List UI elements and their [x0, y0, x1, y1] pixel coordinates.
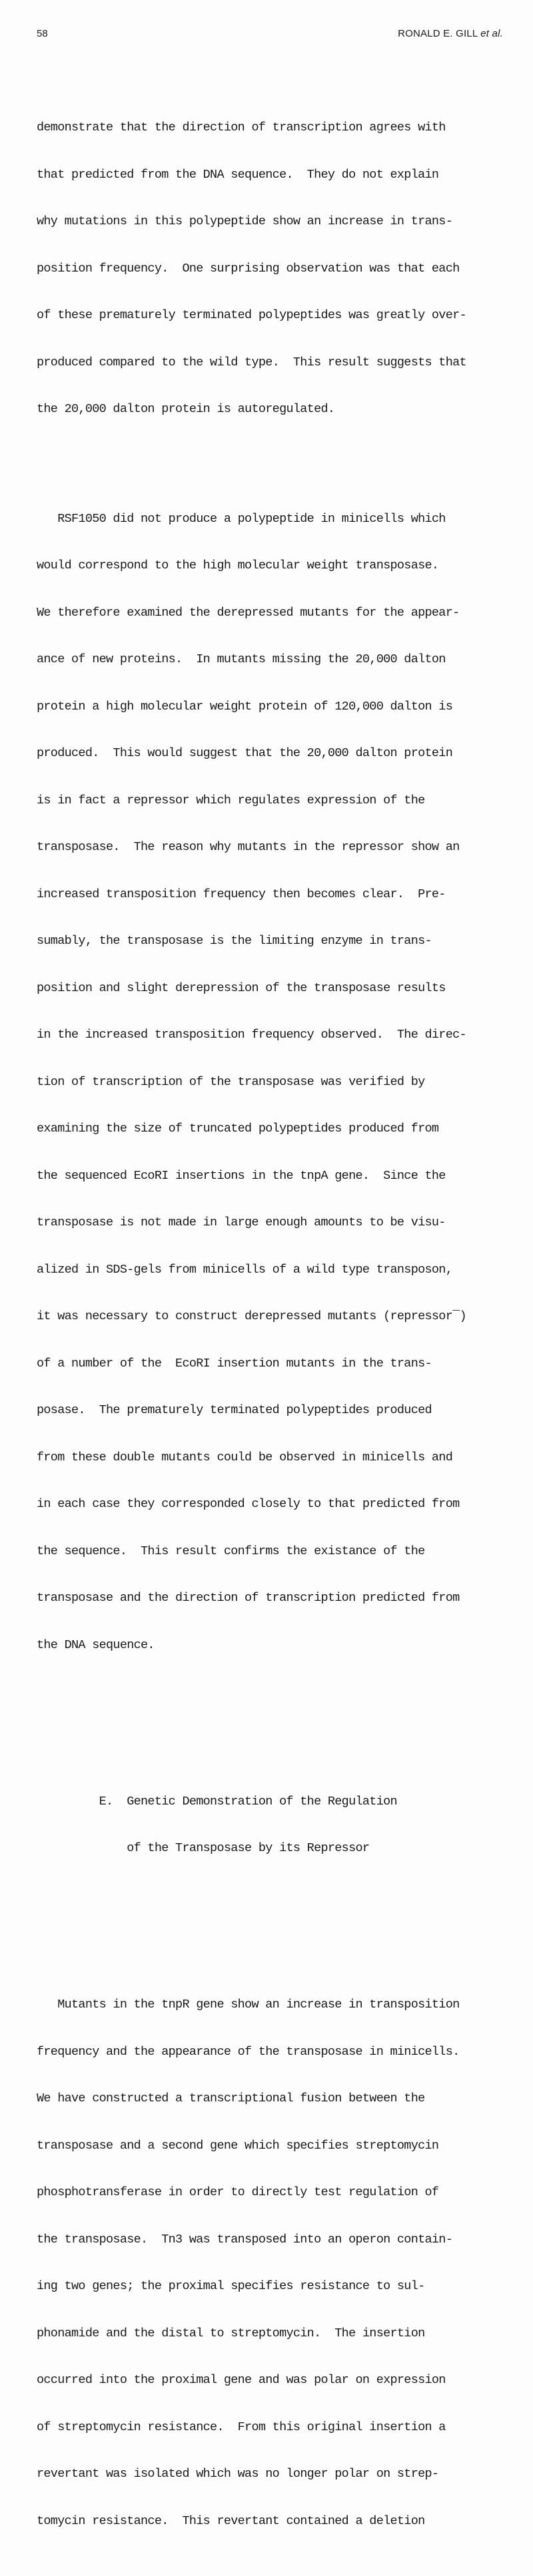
running-head-author: RONALD E. GILL: [398, 28, 478, 39]
text-line: We therefore examined the derepressed mutants for the appear-: [37, 605, 460, 620]
text-line: transposase. The reason why mutants in the repressor show an: [37, 840, 460, 854]
text-line: protein a high molecular weight protein of 120,000 dalton is: [37, 699, 453, 714]
text-line: produced compared to the wild type. This result suggests that: [37, 355, 466, 369]
heading-line: of the Transposase by its Repressor: [37, 1841, 370, 1855]
page-number: 58: [37, 28, 48, 39]
text-line: tion of transcription of the transposase was verified by: [37, 1074, 425, 1089]
text-line: Mutants in the tnpR gene show an increase in transposition: [37, 1998, 460, 2012]
text-line: ing two genes; the proximal specifies resistance to sul-: [37, 2279, 425, 2293]
text-line: produced. This would suggest that the 20,000 dalton protein: [37, 746, 453, 760]
text-line: the 20,000 dalton protein is autoregulated.: [37, 402, 335, 416]
text-line: We have constructed a transcriptional fusion between the: [37, 2091, 425, 2105]
text-line: why mutations in this polypeptide show an increase in trans-: [37, 214, 453, 228]
text-line: from these double mutants could be observed in minicells and: [37, 1450, 453, 1464]
text-line: revertant was isolated which was no longer polar on strep-: [37, 2467, 439, 2481]
heading-line: E. Genetic Demonstration of the Regulation: [37, 1794, 397, 1809]
text-line: sumably, the transposase is the limiting enzyme in trans-: [37, 934, 432, 948]
text-line: would correspond to the high molecular weight transposase.: [37, 558, 439, 572]
running-head: [398, 28, 503, 39]
text-line: transposase is not made in large enough amounts to be visu-: [37, 1215, 446, 1229]
text-line: tomycin resistance. This revertant contained a deletion: [37, 2513, 425, 2528]
text-line: demonstrate that the direction of transcription agrees with: [37, 120, 446, 134]
text-line: alized in SDS-gels from minicells of a wild type transposon,: [37, 1262, 453, 1277]
text-line: occurred into the proximal gene and was polar on expression: [37, 2373, 446, 2387]
text-line: phosphotransferase in order to directly test regulation of: [37, 2185, 439, 2199]
text-line: frequency and the appearance of the transposase in minicells.: [37, 2044, 460, 2059]
text-line: of a number of the EcoRI insertion mutants in the trans-: [37, 1356, 432, 1371]
text-line: of streptomycin resistance. From this original insertion a: [37, 2420, 446, 2434]
section-heading: [37, 1763, 530, 1888]
text-line: in the increased transposition frequency observed. The direc-: [37, 1028, 466, 1042]
spacer: [37, 1919, 530, 1935]
text-line: posase. The prematurely terminated polypeptides produced: [37, 1403, 432, 1417]
paragraph-2: [37, 480, 530, 1685]
text-line: transposase and the direction of transcription predicted from: [37, 1591, 460, 1605]
text-line: the sequenced EcoRI insertions in the tnpA gene. Since the: [37, 1168, 446, 1183]
text-line: transposase and a second gene which specifies streptomycin: [37, 2138, 439, 2153]
text-line: examining the size of truncated polypeptides produced from: [37, 1122, 439, 1136]
text-line: is in fact a repressor which regulates expression of the: [37, 793, 425, 807]
text-line: phonamide and the distal to streptomycin. The insertion: [37, 2326, 425, 2340]
text-line: ance of new proteins. In mutants missing the 20,000 dalton: [37, 652, 446, 666]
text-line: of these prematurely terminated polypeptides was greatly over-: [37, 308, 466, 322]
text-line: the transposase. Tn3 was transposed into an operon contain-: [37, 2232, 453, 2247]
spacer: [37, 1715, 530, 1731]
body-text: [37, 57, 530, 2576]
text-line: in each case they corresponded closely to that predicted from: [37, 1497, 460, 1511]
text-line: position and slight derepression of the transposase results: [37, 980, 446, 995]
paragraph-3: [37, 1966, 530, 2560]
text-line: RSF1050 did not produce a polypeptide in minicells which: [37, 511, 446, 526]
text-line: it was necessary to construct derepressed mutants (repressor‾): [37, 1309, 466, 1323]
paragraph-1: [37, 89, 530, 449]
text-line: that predicted from the DNA sequence. They do not explain: [37, 167, 439, 182]
text-line: the sequence. This result confirms the existance of the: [37, 1544, 425, 1558]
running-head-suffix: et al.: [480, 28, 503, 39]
text-line: increased transposition frequency then becomes clear. Pre-: [37, 887, 446, 901]
page-header: [37, 28, 503, 44]
text-line: position frequency. One surprising observation was that each: [37, 261, 460, 276]
text-line: the DNA sequence.: [37, 1637, 155, 1652]
